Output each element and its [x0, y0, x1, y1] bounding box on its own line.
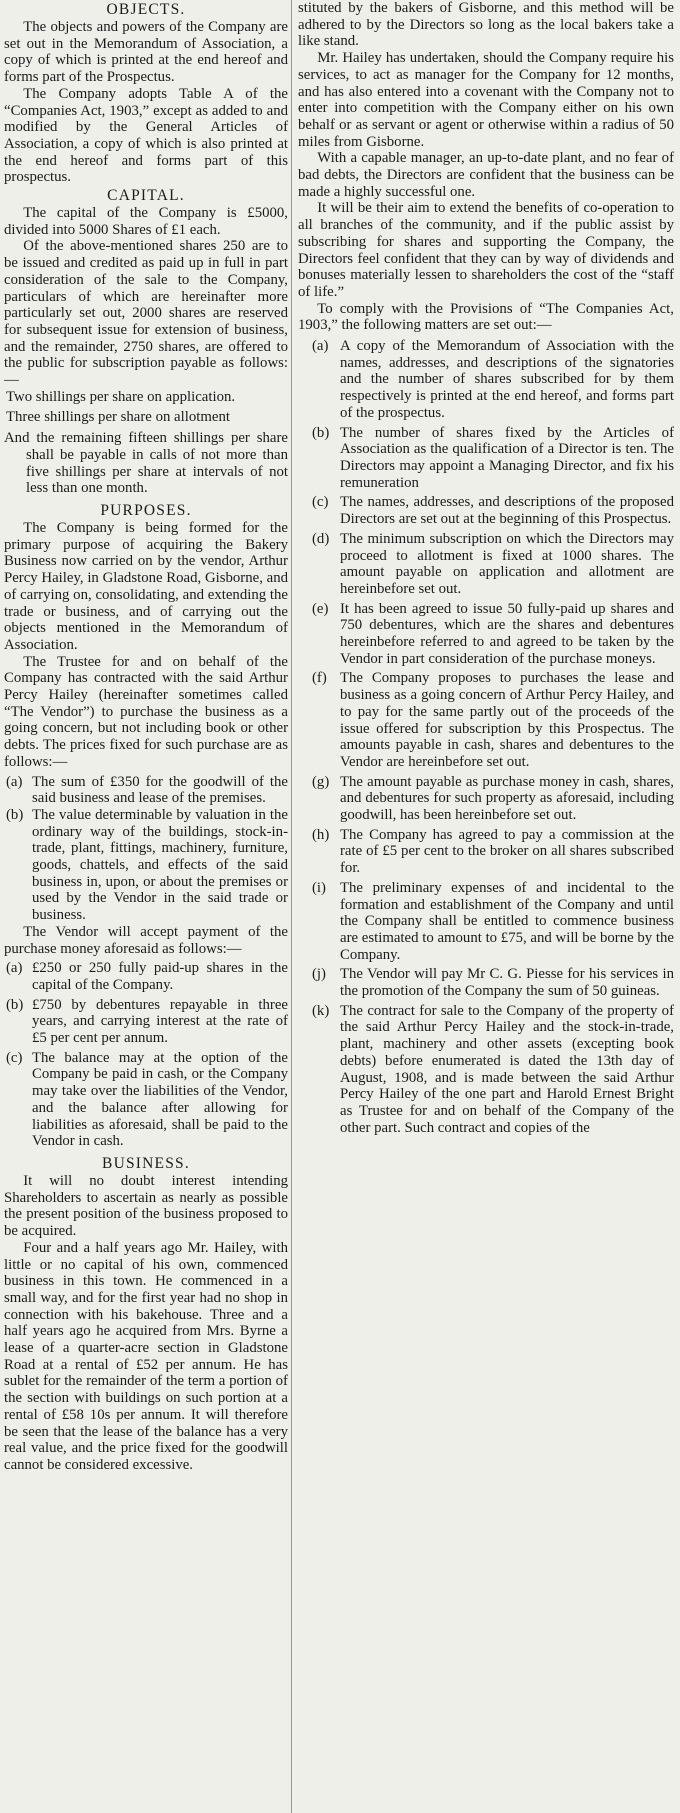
price-item: [4, 807, 288, 924]
item-label: (b): [6, 806, 24, 823]
item-label: (f): [312, 670, 327, 687]
item-text: The amount payable as purchase money in cash, shares, and debentures for such property as aforesaid, including goodwill, has been hereinbefore set out.: [340, 773, 674, 824]
item-label: (a): [6, 773, 23, 790]
purposes-paragraph: The Trustee for and on behalf of the Company has contracted with the said Arthur Percy Hailey (hereinafter sometimes called “The Vendor”) to purchase the business as a going concern, but not including book or other debts. The prices fixed for such purchase are as follows:—: [4, 653, 288, 770]
body-paragraph: It will be their aim to extend the benefits of co-operation to all branches of the community, and if the public assist by subscribing for shares and supporting the Company, the Directors feel confident that they can by way of dividends and bonuses materially lessen to shareholders the cost of the “staff of life.”: [298, 200, 674, 300]
objects-heading: OBJECTS.: [106, 1, 186, 18]
provision-item: [298, 880, 674, 964]
business-paragraph: Four and a half years ago Mr. Hailey, with little or no capital of his own, commenced business in this town. He commenced in a small way, and for the first year had no shop in connection with his bakehouse. Three and a half years ago he acquired from Mrs. Byrne a lease of a quarter-acre section in Gladstone Road at a rental of £52 per annum. He has sublet for the remainder of the term a portion of the section with buildings on such portion at a rental of £58 10s per annum. It will therefore be seen that the lease of the balance has a very real value, and the price fixed for the goodwill cannot be considered excessive.: [4, 1239, 288, 1473]
purposes-heading: PURPOSES.: [100, 501, 192, 519]
capital-heading: CAPITAL.: [107, 187, 185, 205]
item-text: A copy of the Memorandum of Association with the names, addresses, and descriptions of the signatories and the number of shares subscribed for by them respectively is printed at the end hereof, and forms part of the prospectus.: [340, 338, 674, 421]
objects-paragraph: The objects and powers of the Company are set out in the Memorandum of Association, a copy of which is printed at the end hereof and forms part of the Prospectus.: [4, 19, 288, 86]
payment-term: Three shillings per share on allotment: [6, 409, 230, 426]
item-label: (c): [6, 1049, 23, 1066]
purposes-paragraph: The Company is being formed for the primary purpose of acquiring the Bakery Business now carried on by the vendor, Arthur Percy Hailey, in Gladstone Road, Gisborne, and of carrying on, consolidating, and extending the trade or business, and of carrying out the objects mentioned in the Memorandum of Association.: [4, 519, 288, 653]
objects-section: [4, 0, 288, 186]
item-text: The Company has agreed to pay a commission at the rate of £5 per cent to the broker on all shares subscribed for.: [340, 826, 674, 877]
business-heading: BUSINESS.: [102, 1155, 190, 1172]
provision-item: [298, 966, 674, 999]
provision-item: [298, 670, 674, 770]
item-label: (h): [312, 826, 330, 843]
item-text: £750 by debentures repayable in three years, and carrying interest at the rate of £5 per cent per annum.: [32, 996, 288, 1047]
capital-paragraph: Of the above-mentioned shares 250 are to be issued and credited as paid up in full in part consideration of the sale to the Company, particulars of which are hereinafter more particularly set out, 2000 shares are reserved for subsequent issue for extension of business, and the remainder, 2750 shares, are offered to the public for subscription payable as follows:—: [4, 238, 288, 389]
provision-item: [298, 1003, 674, 1137]
payment-term: Two shillings per share on application.: [6, 388, 236, 405]
item-label: (a): [6, 960, 23, 977]
item-text: It has been agreed to issue 50 fully-paid up shares and 750 debentures, which are the shares and debentures hereinbefore referred to and agreed to be taken by the Vendor in part consideration of the purchase moneys.: [340, 600, 674, 667]
body-paragraph: To comply with the Provisions of “The Companies Act, 1903,” the following matters are set out:—: [298, 300, 674, 334]
item-text: The balance may at the option of the Company be paid in cash, or the Company may take over the liabilities of the Vendor, and the balance after allowing for liabilities as aforesaid, shall be paid to the Vendor in cash.: [32, 1049, 288, 1150]
capital-section: [4, 186, 288, 497]
price-item: [4, 774, 288, 807]
objects-paragraph: The Company adopts Table A of the “Companies Act, 1903,” except as added to and modified by the General Articles of Association, a copy of which is also printed at the end hereof and forms part of this prospectus.: [4, 85, 288, 186]
item-label: (b): [6, 996, 24, 1013]
item-text: The number of shares fixed by the Articles of Association as the qualification of a Director is ten. The Directors may appoint a Managing Director, and fix his remuneration: [340, 424, 674, 491]
provision-item: [298, 494, 674, 527]
provision-item: [298, 601, 674, 668]
item-label: (d): [312, 530, 330, 547]
item-text: The preliminary expenses of and incidental to the formation and establishment of the Company and until the Company shall be entitled to commence business are estimated to amount to £75, and will be borne by the Company.: [340, 879, 674, 963]
item-text: The minimum subscription on which the Directors may proceed to allotment is fixed at 1000 shares. The amount payable on application and allotment are hereinbefore set out.: [340, 530, 674, 597]
body-paragraph: Mr. Hailey has undertaken, should the Company require his services, to act as manager for the Company for 12 months, and has also entered into a covenant with the Company not to enter into competition with the Company either on his own behalf or as servant or agent or otherwise within a radius of 50 miles from Gisborne.: [298, 50, 674, 150]
capital-paragraph: The capital of the Company is £5000, divided into 5000 Shares of £1 each.: [4, 205, 288, 238]
provision-item: [298, 827, 674, 877]
purposes-paragraph: The Vendor will accept payment of the purchase money aforesaid as follows:—: [4, 923, 288, 957]
payment-term: And the remaining fifteen shillings per share shall be payable in calls of not more than five shillings per share at intervals of not less than one month.: [4, 430, 288, 497]
item-label: (a): [312, 338, 329, 355]
item-label: (k): [312, 1002, 330, 1019]
item-label: (g): [312, 773, 330, 790]
payment-item: [4, 960, 288, 993]
business-paragraph: It will no doubt interest intending Shareholders to ascertain as nearly as possible the present position of the business proposed to be acquired.: [4, 1173, 288, 1240]
item-label: (j): [312, 966, 326, 983]
item-text: The sum of £350 for the goodwill of the said business and lease of the premises.: [32, 773, 288, 807]
business-section: [4, 1154, 288, 1474]
body-paragraph: With a capable manager, an up-to-date plant, and no fear of bad debts, the Directors are confident that the business can be made a highly successful one.: [298, 150, 674, 200]
item-text: The Company proposes to purchases the lease and business as a going concern of Arthur Percy Hailey, and to pay for the same partly out of the proceeds of the issue offered for subscription by this Prospectus. The amounts payable in cash, shares and debentures to the Vendor are hereinbefore set out.: [340, 670, 674, 770]
provision-item: [298, 425, 674, 492]
continued-paragraph: stituted by the bakers of Gisborne, and this method will be adhered to by the Directors so long as the local bakers take a like stand.: [298, 0, 674, 50]
item-label: (i): [312, 879, 326, 896]
item-label: (c): [312, 494, 329, 511]
purposes-section: [4, 501, 288, 1150]
payment-item: [4, 997, 288, 1047]
item-text: £250 or 250 fully paid-up shares in the capital of the Company.: [32, 960, 288, 993]
column-divider: [291, 0, 292, 1813]
provision-item: [298, 531, 674, 598]
item-label: (e): [312, 600, 329, 617]
item-label: (b): [312, 424, 330, 441]
provision-item: [298, 338, 674, 422]
right-column: [298, 0, 674, 1136]
provision-item: [298, 774, 674, 824]
left-column: [4, 0, 288, 1474]
item-text: The Vendor will pay Mr C. G. Piesse for his services in the promotion of the Company the sum of 50 guineas.: [340, 966, 674, 1000]
payment-item: [4, 1050, 288, 1150]
item-text: The names, addresses, and descriptions of the proposed Directors are set out at the beginning of this Prospectus.: [340, 494, 674, 528]
item-text: The value determinable by valuation in the ordinary way of the buildings, stock-in-trade, plant, fittings, machinery, furniture, goods, chattels, and effects of the said business in, upon, or about the premises or used by the Vendor in the said trade or business.: [32, 806, 288, 924]
item-text: The contract for sale to the Company of the property of the said Arthur Percy Hailey and the stock-in-trade, plant, machinery and other assets (excepting book debts) before enumerated is dated the 13th day of August, 1908, and is made between the said Arthur Percy Hailey of the one part and Harold Ernest Bright as Trustee for and on behalf of the Company of the other part. Such contract and copies of the: [340, 1002, 674, 1136]
